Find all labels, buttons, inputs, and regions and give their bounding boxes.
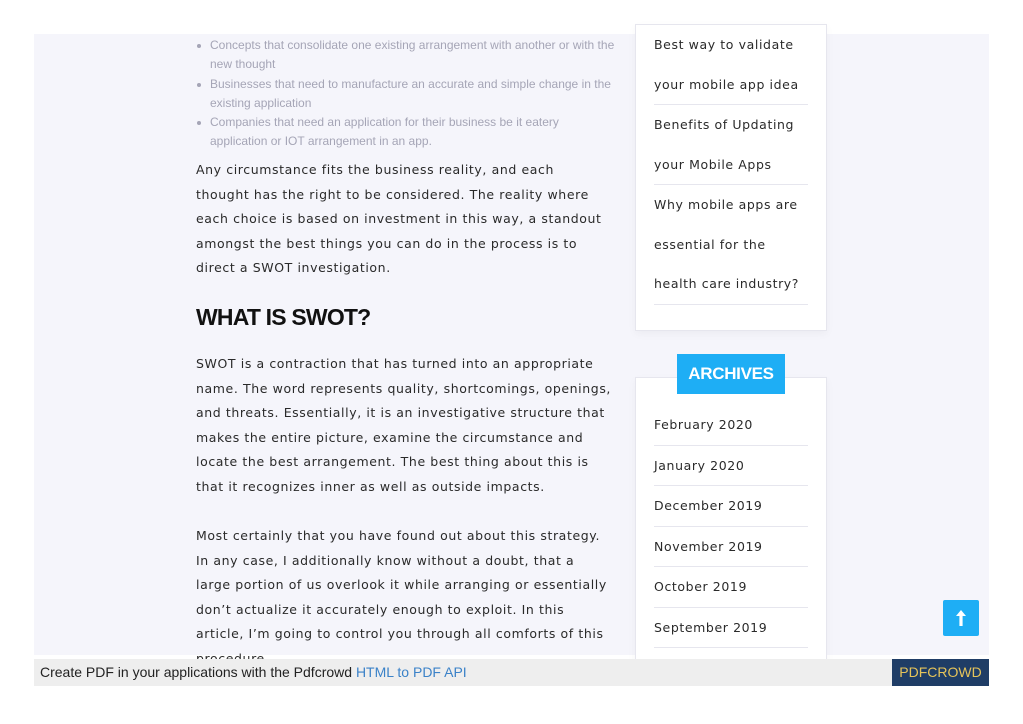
archive-link[interactable]: November 2019 bbox=[654, 527, 808, 568]
html-to-pdf-api-link[interactable]: HTML to PDF API bbox=[355, 664, 467, 680]
archive-link[interactable]: October 2019 bbox=[654, 567, 808, 608]
archive-link[interactable]: January 2020 bbox=[654, 446, 808, 487]
article-paragraph: Most certainly that you have found out about this strategy. In any case, I additionally know without a doubt, that a large portion of us overlook it while arranging or essentially don’t actualize it accurately enough to exploit. In this article, I’m going to control you through all comforts of this bbox=[196, 528, 607, 642]
bullet-list bbox=[196, 36, 616, 152]
recent-post-link[interactable]: Why mobile apps are essential for the health care industry? bbox=[654, 185, 808, 305]
list-item: Companies that need an application for their business be it eatery application or IOT arrangement in an app. bbox=[196, 113, 616, 152]
recent-post-link[interactable]: Benefits of Updating your Mobile Apps bbox=[654, 105, 808, 185]
page-content bbox=[34, 34, 989, 655]
arrow-up-icon bbox=[954, 609, 968, 627]
archive-link[interactable]: December 2019 bbox=[654, 486, 808, 527]
recent-posts-list bbox=[636, 25, 826, 305]
archives-list bbox=[636, 405, 826, 648]
pdf-footer-bar bbox=[34, 659, 989, 686]
pdfcrowd-badge[interactable]: PDFCROWD bbox=[892, 659, 989, 686]
recent-posts-widget bbox=[635, 24, 827, 331]
list-item: Concepts that consolidate one existing arrangement with another or with the new thought bbox=[196, 36, 616, 75]
recent-post-link[interactable]: Best way to validate your mobile app idea bbox=[654, 25, 808, 105]
footer-text bbox=[40, 664, 467, 680]
archive-link[interactable]: September 2019 bbox=[654, 608, 808, 649]
article-paragraph: SWOT is a contraction that has turned into an appropriate name. The word represents quality, shortcomings, openings, and threats. Essentially, it is an investigative structure that makes the entire picture, examine the circumstance and locate the best arrangement. The best thing about this is that it recognizes inner as well as outside impacts. bbox=[196, 356, 611, 494]
section-heading: WHAT IS SWOT? bbox=[196, 304, 371, 330]
archive-link[interactable]: February 2020 bbox=[654, 405, 808, 446]
archives-widget bbox=[635, 377, 827, 669]
scroll-to-top-button[interactable] bbox=[943, 600, 979, 636]
list-item: Businesses that need to manufacture an accurate and simple change in the existing application bbox=[196, 75, 616, 114]
article-paragraph: Any circumstance fits the business reality, and each thought has the right to be considered. The reality where each choice is based on investment in this way, a standout amongst the best things you can do in the process is to direct a SWOT investigation. bbox=[196, 162, 602, 276]
archives-title: ARCHIVES bbox=[677, 354, 785, 394]
footer-caption: Create PDF in your applications with the Pdfcrowd bbox=[40, 664, 356, 680]
